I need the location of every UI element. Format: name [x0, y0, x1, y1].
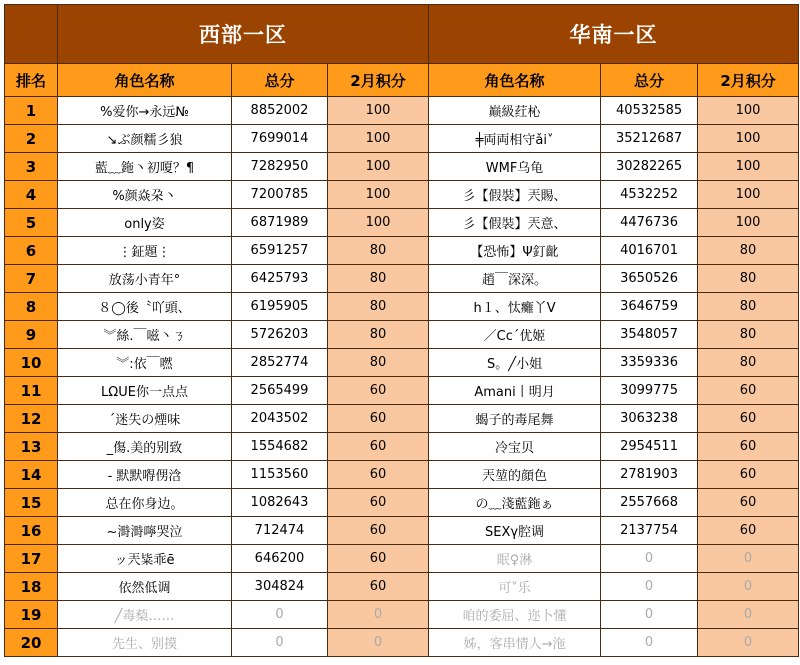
table-row	[5, 517, 799, 545]
south-name-cell: WMF乌龟	[429, 153, 601, 181]
west-name-cell: 总在你身边。	[58, 489, 232, 517]
south-name-cell: ╪両両相守ǎi˅	[429, 125, 601, 153]
west-total-cell: 1554682	[232, 433, 328, 461]
west-total-cell: 304824	[232, 573, 328, 601]
south-feb-cell: 100	[698, 97, 799, 125]
south-total-cell: 3359336	[601, 349, 698, 377]
west-feb-cell: 60	[328, 573, 429, 601]
west-name-cell: ´迷失の煙味	[58, 405, 232, 433]
rank-cell: 6	[5, 237, 58, 265]
south-total-cell: 2781903	[601, 461, 698, 489]
south-name-cell: の﹏淺藍鉇ぁ	[429, 489, 601, 517]
west-name-cell: %爱你→永远№	[58, 97, 232, 125]
ranking-table	[4, 4, 799, 657]
west-feb-cell: 80	[328, 265, 429, 293]
table-row	[5, 97, 799, 125]
region-south-title: 华南一区	[429, 5, 799, 64]
table-row	[5, 433, 799, 461]
table-row	[5, 601, 799, 629]
rank-cell: 19	[5, 601, 58, 629]
west-total-cell: 5726203	[232, 321, 328, 349]
table-row	[5, 489, 799, 517]
west-feb-cell: 60	[328, 461, 429, 489]
ranking-table-container	[4, 4, 798, 663]
west-feb-cell: 60	[328, 517, 429, 545]
west-total-cell: 646200	[232, 545, 328, 573]
west-total-cell: 7699014	[232, 125, 328, 153]
south-name-cell: 【恐怖】Ψ釘齔	[429, 237, 601, 265]
west-name-cell: ︾:依￣嘫	[58, 349, 232, 377]
south-name-cell: 彡【假裝】兲賜、	[429, 181, 601, 209]
south-name-cell: h１、忲癱丫V	[429, 293, 601, 321]
west-feb-cell: 0	[328, 629, 429, 657]
south-name-cell: SEXγ腔调	[429, 517, 601, 545]
south-feb-cell: 80	[698, 237, 799, 265]
rank-cell: 18	[5, 573, 58, 601]
south-total-cell: 4016701	[601, 237, 698, 265]
region-west-title: 西部一区	[58, 5, 429, 64]
west-name-cell: _傷.美的别致	[58, 433, 232, 461]
south-feb-cell: 0	[698, 601, 799, 629]
south-total-cell: 40532585	[601, 97, 698, 125]
south-total-cell: 0	[601, 545, 698, 573]
west-feb-cell: 60	[328, 545, 429, 573]
south-feb-cell: 80	[698, 293, 799, 321]
south-feb-cell: 60	[698, 433, 799, 461]
rank-cell: 10	[5, 349, 58, 377]
south-feb-cell: 60	[698, 377, 799, 405]
west-feb-cell: 100	[328, 181, 429, 209]
west-feb-cell: 100	[328, 153, 429, 181]
table-row	[5, 573, 799, 601]
west-feb-cell: 100	[328, 125, 429, 153]
south-total-cell: 0	[601, 629, 698, 657]
west-name-cell: ８◯後〝吖頭、	[58, 293, 232, 321]
rank-cell: 3	[5, 153, 58, 181]
col-west-total: 总分	[232, 64, 328, 97]
south-total-cell: 2137754	[601, 517, 698, 545]
west-total-cell: 8852002	[232, 97, 328, 125]
table-row	[5, 153, 799, 181]
west-total-cell: 6195905	[232, 293, 328, 321]
west-feb-cell: 60	[328, 433, 429, 461]
table-row	[5, 545, 799, 573]
south-name-cell: 姊，客串情人→沲	[429, 629, 601, 657]
south-total-cell: 35212687	[601, 125, 698, 153]
rank-cell: 9	[5, 321, 58, 349]
west-name-cell: only姿	[58, 209, 232, 237]
table-row	[5, 125, 799, 153]
west-feb-cell: 80	[328, 293, 429, 321]
table-row	[5, 181, 799, 209]
west-feb-cell: 80	[328, 349, 429, 377]
south-name-cell: 冷宝贝	[429, 433, 601, 461]
west-total-cell: 2852774	[232, 349, 328, 377]
region-header-row	[5, 5, 799, 64]
table-row	[5, 349, 799, 377]
table-row	[5, 237, 799, 265]
south-feb-cell: 80	[698, 321, 799, 349]
south-name-cell: 巅級荭杺	[429, 97, 601, 125]
south-total-cell: 2954511	[601, 433, 698, 461]
south-feb-cell: 0	[698, 629, 799, 657]
west-name-cell: ッ兲粊乖ē	[58, 545, 232, 573]
table-row	[5, 461, 799, 489]
west-name-cell: ↘ぶ颜糯彡狼	[58, 125, 232, 153]
rank-cell: 12	[5, 405, 58, 433]
west-total-cell: 6425793	[232, 265, 328, 293]
col-south-feb: 2月积分	[698, 64, 799, 97]
south-total-cell: 0	[601, 573, 698, 601]
west-name-cell: ⋮鉦題⋮	[58, 237, 232, 265]
col-west-feb: 2月积分	[328, 64, 429, 97]
rank-cell: 17	[5, 545, 58, 573]
west-total-cell: 6591257	[232, 237, 328, 265]
south-total-cell: 0	[601, 601, 698, 629]
west-total-cell: 7282950	[232, 153, 328, 181]
west-name-cell: %颜焱朶丶	[58, 181, 232, 209]
west-name-cell: 依然低调	[58, 573, 232, 601]
rank-cell: 13	[5, 433, 58, 461]
south-total-cell: 3548057	[601, 321, 698, 349]
south-name-cell: 趙￣深深。	[429, 265, 601, 293]
south-name-cell: ／Cc´优姬	[429, 321, 601, 349]
rank-cell: 11	[5, 377, 58, 405]
west-total-cell: 6871989	[232, 209, 328, 237]
rank-cell: 2	[5, 125, 58, 153]
table-row	[5, 265, 799, 293]
table-row	[5, 321, 799, 349]
west-name-cell: 藍﹏鉇丶初嗄？¶	[58, 153, 232, 181]
south-feb-cell: 80	[698, 265, 799, 293]
west-total-cell: 7200785	[232, 181, 328, 209]
west-name-cell: 放荡小青年°	[58, 265, 232, 293]
south-feb-cell: 80	[698, 349, 799, 377]
south-feb-cell: 60	[698, 405, 799, 433]
west-total-cell: 712474	[232, 517, 328, 545]
south-total-cell: 4532252	[601, 181, 698, 209]
south-feb-cell: 100	[698, 181, 799, 209]
rank-cell: 7	[5, 265, 58, 293]
south-feb-cell: 60	[698, 461, 799, 489]
rank-cell: 1	[5, 97, 58, 125]
rank-cell: 8	[5, 293, 58, 321]
south-total-cell: 3099775	[601, 377, 698, 405]
west-name-cell: ︾絲.￣嗞丶ㄋ	[58, 321, 232, 349]
table-row	[5, 293, 799, 321]
south-feb-cell: 60	[698, 517, 799, 545]
south-name-cell: 咱的委屈、迩卜懂	[429, 601, 601, 629]
west-name-cell: - 默默嘚侽浛	[58, 461, 232, 489]
rank-cell: 4	[5, 181, 58, 209]
rank-cell: 5	[5, 209, 58, 237]
south-feb-cell: 60	[698, 489, 799, 517]
col-rank: 排名	[5, 64, 58, 97]
rank-cell: 15	[5, 489, 58, 517]
table-row	[5, 405, 799, 433]
south-total-cell: 2557668	[601, 489, 698, 517]
rank-cell: 16	[5, 517, 58, 545]
west-feb-cell: 60	[328, 405, 429, 433]
table-row	[5, 209, 799, 237]
south-total-cell: 3650526	[601, 265, 698, 293]
west-feb-cell: 60	[328, 489, 429, 517]
corner-cell	[5, 5, 58, 64]
west-name-cell: 先生、别摸	[58, 629, 232, 657]
south-name-cell: 蝎子的毒尾舞	[429, 405, 601, 433]
south-feb-cell: 100	[698, 209, 799, 237]
west-feb-cell: 80	[328, 321, 429, 349]
south-feb-cell: 100	[698, 153, 799, 181]
west-feb-cell: 100	[328, 97, 429, 125]
col-south-name: 角色名称	[429, 64, 601, 97]
west-name-cell: LΩUE你一点点	[58, 377, 232, 405]
rank-cell: 20	[5, 629, 58, 657]
west-total-cell: 0	[232, 629, 328, 657]
south-name-cell: 可˅乐	[429, 573, 601, 601]
west-total-cell: 1082643	[232, 489, 328, 517]
west-name-cell: ~溡溡嚀哭泣	[58, 517, 232, 545]
south-total-cell: 30282265	[601, 153, 698, 181]
south-name-cell: 兲堃的顔色	[429, 461, 601, 489]
west-name-cell: ╱毒蔾……	[58, 601, 232, 629]
south-name-cell: 眠♀淋	[429, 545, 601, 573]
west-total-cell: 2043502	[232, 405, 328, 433]
west-feb-cell: 80	[328, 237, 429, 265]
column-header-row	[5, 64, 799, 97]
table-row	[5, 629, 799, 657]
south-name-cell: Amani丨明月	[429, 377, 601, 405]
south-name-cell: S。╱小姐	[429, 349, 601, 377]
west-total-cell: 1153560	[232, 461, 328, 489]
south-total-cell: 3063238	[601, 405, 698, 433]
south-feb-cell: 0	[698, 545, 799, 573]
west-feb-cell: 100	[328, 209, 429, 237]
south-feb-cell: 100	[698, 125, 799, 153]
south-total-cell: 3646759	[601, 293, 698, 321]
west-total-cell: 0	[232, 601, 328, 629]
south-name-cell: 彡【假裝】兲意、	[429, 209, 601, 237]
west-total-cell: 2565499	[232, 377, 328, 405]
west-feb-cell: 0	[328, 601, 429, 629]
table-row	[5, 377, 799, 405]
south-feb-cell: 0	[698, 573, 799, 601]
west-feb-cell: 60	[328, 377, 429, 405]
col-south-total: 总分	[601, 64, 698, 97]
col-west-name: 角色名称	[58, 64, 232, 97]
south-total-cell: 4476736	[601, 209, 698, 237]
rank-cell: 14	[5, 461, 58, 489]
